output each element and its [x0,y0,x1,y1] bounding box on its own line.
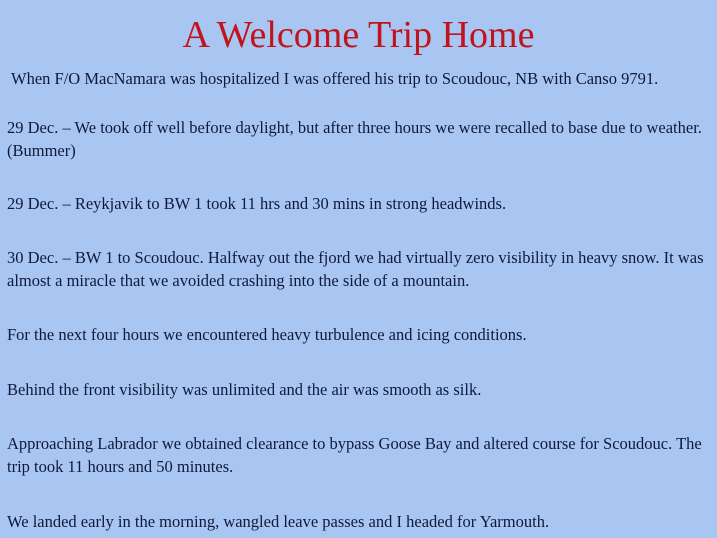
paragraph-recalled: 29 Dec. – We took off well before daylight, but after three hours we were recalled to base due to weather. (Bummer) [7,118,702,160]
paragraph-scoudouc: 30 Dec. – BW 1 to Scoudouc. Halfway out the fjord we had virtually zero visibility in heavy snow. It was almost a miracle that we avoided crashing into the side of a mountain. [7,248,704,290]
paragraph-labrador: Approaching Labrador we obtained clearance to bypass Goose Bay and altered course for Scoudouc. The trip took 11 hours and 50 minutes. [7,434,702,476]
paragraph-landed: We landed early in the morning, wangled leave passes and I headed for Yarmouth. [7,512,550,531]
paragraph-visibility: Behind the front visibility was unlimited and the air was smooth as silk. [7,380,482,399]
slide-title: A Welcome Trip Home [182,14,535,56]
paragraph-reykjavik: 29 Dec. – Reykjavik to BW 1 took 11 hrs and 30 mins in strong headwinds. [7,194,507,213]
paragraph-turbulence: For the next four hours we encountered heavy turbulence and icing conditions. [7,325,527,344]
paragraph-hospitalized: When F/O MacNamara was hospitalized I was offered his trip to Scoudouc, NB with Canso 9791. [11,69,659,88]
